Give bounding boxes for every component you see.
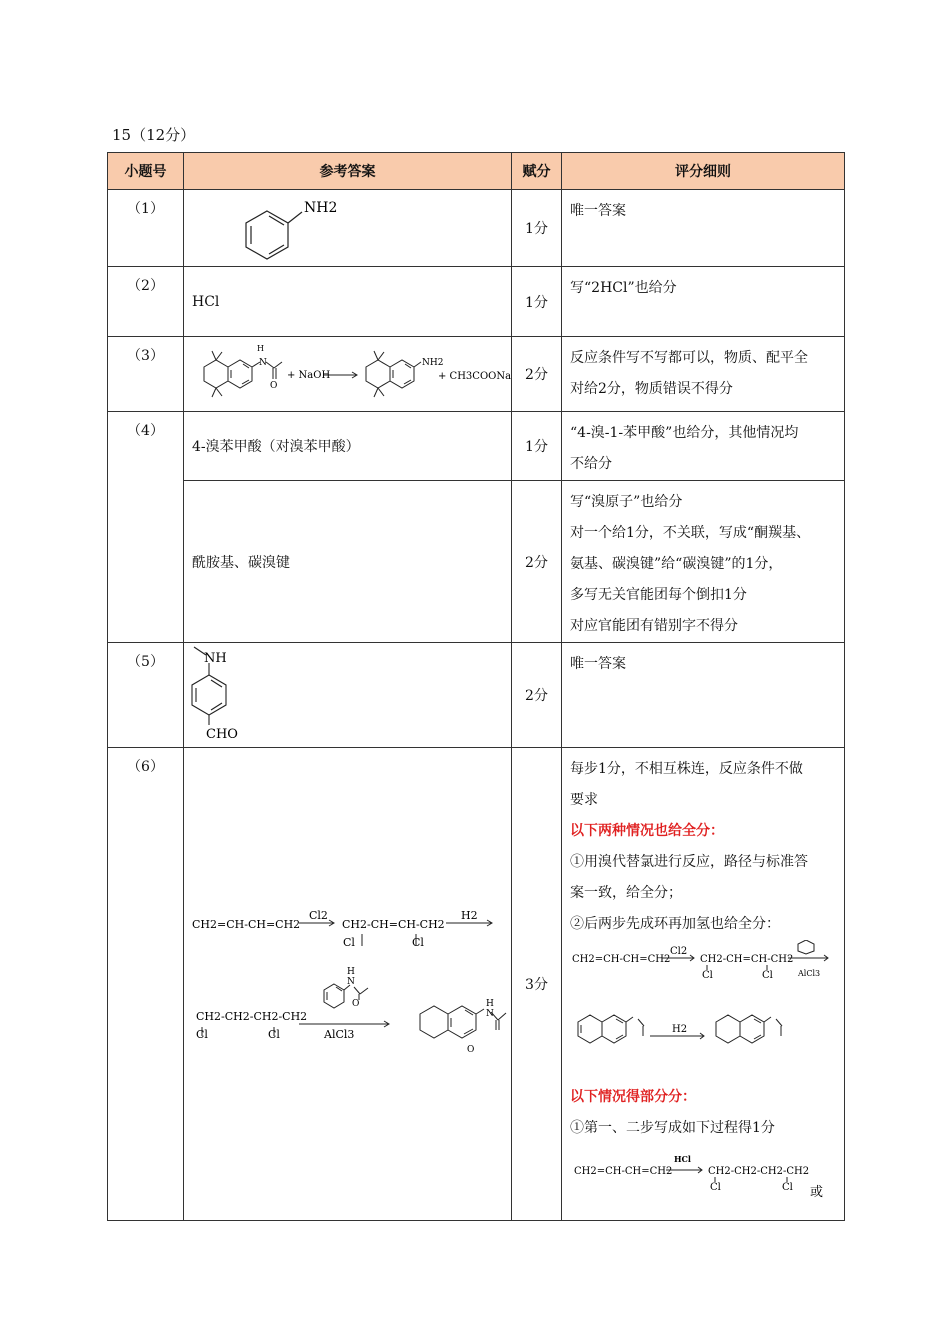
nh2-label: NH2 <box>422 358 444 368</box>
rules-cell <box>562 337 845 412</box>
cho-label: CHO <box>206 727 238 742</box>
table-row-3 <box>108 337 845 412</box>
question-number: （5） <box>108 643 184 748</box>
rule-line: 多写无关官能团每个倒扣1分 <box>570 587 747 603</box>
rule-line: 案一致，给全分； <box>570 885 682 901</box>
rules-cell <box>562 267 845 337</box>
cl-label: Cl <box>702 970 713 981</box>
rule-line: ①第一、二步写成如下过程得1分 <box>570 1120 775 1136</box>
h-label: H <box>486 999 494 1009</box>
rule-line: 每步1分，不相互株连，反应条件不做 <box>570 761 803 777</box>
hydrolysis-reaction <box>184 337 512 407</box>
h-label: H <box>257 344 264 353</box>
rules-cell <box>562 748 845 1221</box>
rule-line: 氨基、碳溴键”给“碳溴键”的1分， <box>570 556 783 572</box>
score-cell: 2分 <box>512 481 562 643</box>
score-cell: 1分 <box>512 190 562 267</box>
table-row-4b <box>108 481 845 643</box>
o-label: O <box>270 381 278 391</box>
rules-cell <box>562 412 845 481</box>
nh-label: NH <box>204 651 227 666</box>
cl-label-4: Cl <box>268 1028 280 1041</box>
h2-label: H2 <box>461 909 478 922</box>
table-header-row <box>108 153 845 190</box>
or-label: 或 <box>810 1185 824 1200</box>
cl-label-3: Cl <box>196 1028 208 1041</box>
dichlorobutane-label: CH2-CH2-CH2-CH2 <box>196 1010 308 1023</box>
score-cell: 2分 <box>512 643 562 748</box>
rule-line: 不给分 <box>570 456 612 472</box>
aniline-structure <box>184 190 512 262</box>
n-label: N <box>259 358 267 368</box>
rule-line: 唯一答案 <box>570 203 626 219</box>
rule-line: 写“2HCl”也给分 <box>570 280 677 296</box>
table-row-5 <box>108 643 845 748</box>
table-row-1 <box>108 190 845 267</box>
rules-cell <box>562 643 845 748</box>
h-label: H <box>347 967 355 977</box>
hcl-label: HCl <box>674 1154 691 1164</box>
header-score: 赋分 <box>512 153 562 190</box>
rule-line: 对应官能团有错别字不得分 <box>570 618 738 634</box>
score-cell: 1分 <box>512 412 562 481</box>
rule-line: “4-溴-1-苯甲酸”也给分，其他情况均 <box>570 425 799 441</box>
question-number: （4） <box>108 412 184 643</box>
aldehyde-structure <box>184 643 512 743</box>
cl2-label: Cl2 <box>670 946 688 957</box>
header-reference-answer: 参考答案 <box>184 153 512 190</box>
h2-label: H2 <box>672 1024 688 1035</box>
o-label: O <box>352 999 360 1009</box>
question-number: （1） <box>108 190 184 267</box>
n-label: N <box>347 977 355 987</box>
dichlorobutane-label: CH2-CH2-CH2-CH2 <box>708 1166 810 1177</box>
question-number: （2） <box>108 267 184 337</box>
cl-label: Cl <box>762 970 773 981</box>
butadiene-label: CH2=CH-CH=CH2 <box>574 1166 673 1177</box>
answer-cell: 酰胺基、碳溴键 <box>184 481 512 643</box>
header-question-number: 小题号 <box>108 153 184 190</box>
answer-cell <box>184 337 512 412</box>
score-cell: 3分 <box>512 748 562 1221</box>
cl-label-2: Cl <box>412 936 424 949</box>
rule-line: 写“溴原子”也给分 <box>570 494 683 510</box>
partial-route <box>570 1144 838 1204</box>
rules-cell <box>562 481 845 643</box>
table-row-6 <box>108 748 845 1221</box>
butadiene-label: CH2=CH-CH=CH2 <box>572 954 671 965</box>
cl-label-1: Cl <box>343 936 355 949</box>
question-number: （3） <box>108 337 184 412</box>
header-scoring-rules: 评分细则 <box>562 153 845 190</box>
rule-line: 反应条件写不写都可以，物质、配平全 <box>570 350 808 366</box>
answer-cell <box>184 748 512 1221</box>
table-row-4a <box>108 412 845 481</box>
cl2-label: Cl2 <box>309 909 328 922</box>
naoh-label: + NaOH <box>287 370 331 381</box>
cl-label: Cl <box>782 1182 793 1193</box>
rules-cell <box>562 190 845 267</box>
n-label: N <box>486 1009 494 1019</box>
full-marks-heading: 以下两种情况也给全分： <box>570 823 724 839</box>
alcl3-label: AlCl3 <box>798 969 821 978</box>
score-cell: 2分 <box>512 337 562 412</box>
answer-cell <box>184 190 512 267</box>
rule-line: 对给2分，物质错误不得分 <box>570 381 733 397</box>
answer-cell: 4-溴苯甲酸（对溴苯甲酸） <box>184 412 512 481</box>
byproduct-label: + CH3COONa <box>438 371 512 382</box>
question-number: （6） <box>108 748 184 1221</box>
score-cell: 1分 <box>512 267 562 337</box>
rule-line: 唯一答案 <box>570 656 626 672</box>
rule-line: 对一个给1分，不关联，写成“酮羰基、 <box>570 525 811 541</box>
synthesis-route <box>184 748 512 1216</box>
rule-line: ②后两步先成环再加氢也给全分： <box>570 916 780 932</box>
answer-cell <box>184 643 512 748</box>
cl-label: Cl <box>710 1182 721 1193</box>
o-label: O <box>467 1045 475 1055</box>
rule-line: 要求 <box>570 792 598 808</box>
table-row-2 <box>108 267 845 337</box>
hcl-route <box>570 1144 840 1204</box>
question-title: 15（12分） <box>112 126 196 144</box>
partial-marks-heading: 以下情况得部分分： <box>570 1089 696 1105</box>
butadiene-label: CH2=CH-CH=CH2 <box>192 918 301 931</box>
scoring-table <box>107 152 845 1221</box>
dichlorobutene-label: CH2-CH=CH-CH2 <box>700 954 794 965</box>
dichlorobutene-label: CH2-CH=CH-CH2 <box>342 918 445 931</box>
answer-cell: HCl <box>184 267 512 337</box>
nh2-label: NH2 <box>304 200 338 216</box>
rule-line: ①用溴代替氯进行反应，路径与标准答 <box>570 854 808 870</box>
alternative-route <box>570 940 840 1070</box>
alcl3-label: AlCl3 <box>324 1028 355 1041</box>
